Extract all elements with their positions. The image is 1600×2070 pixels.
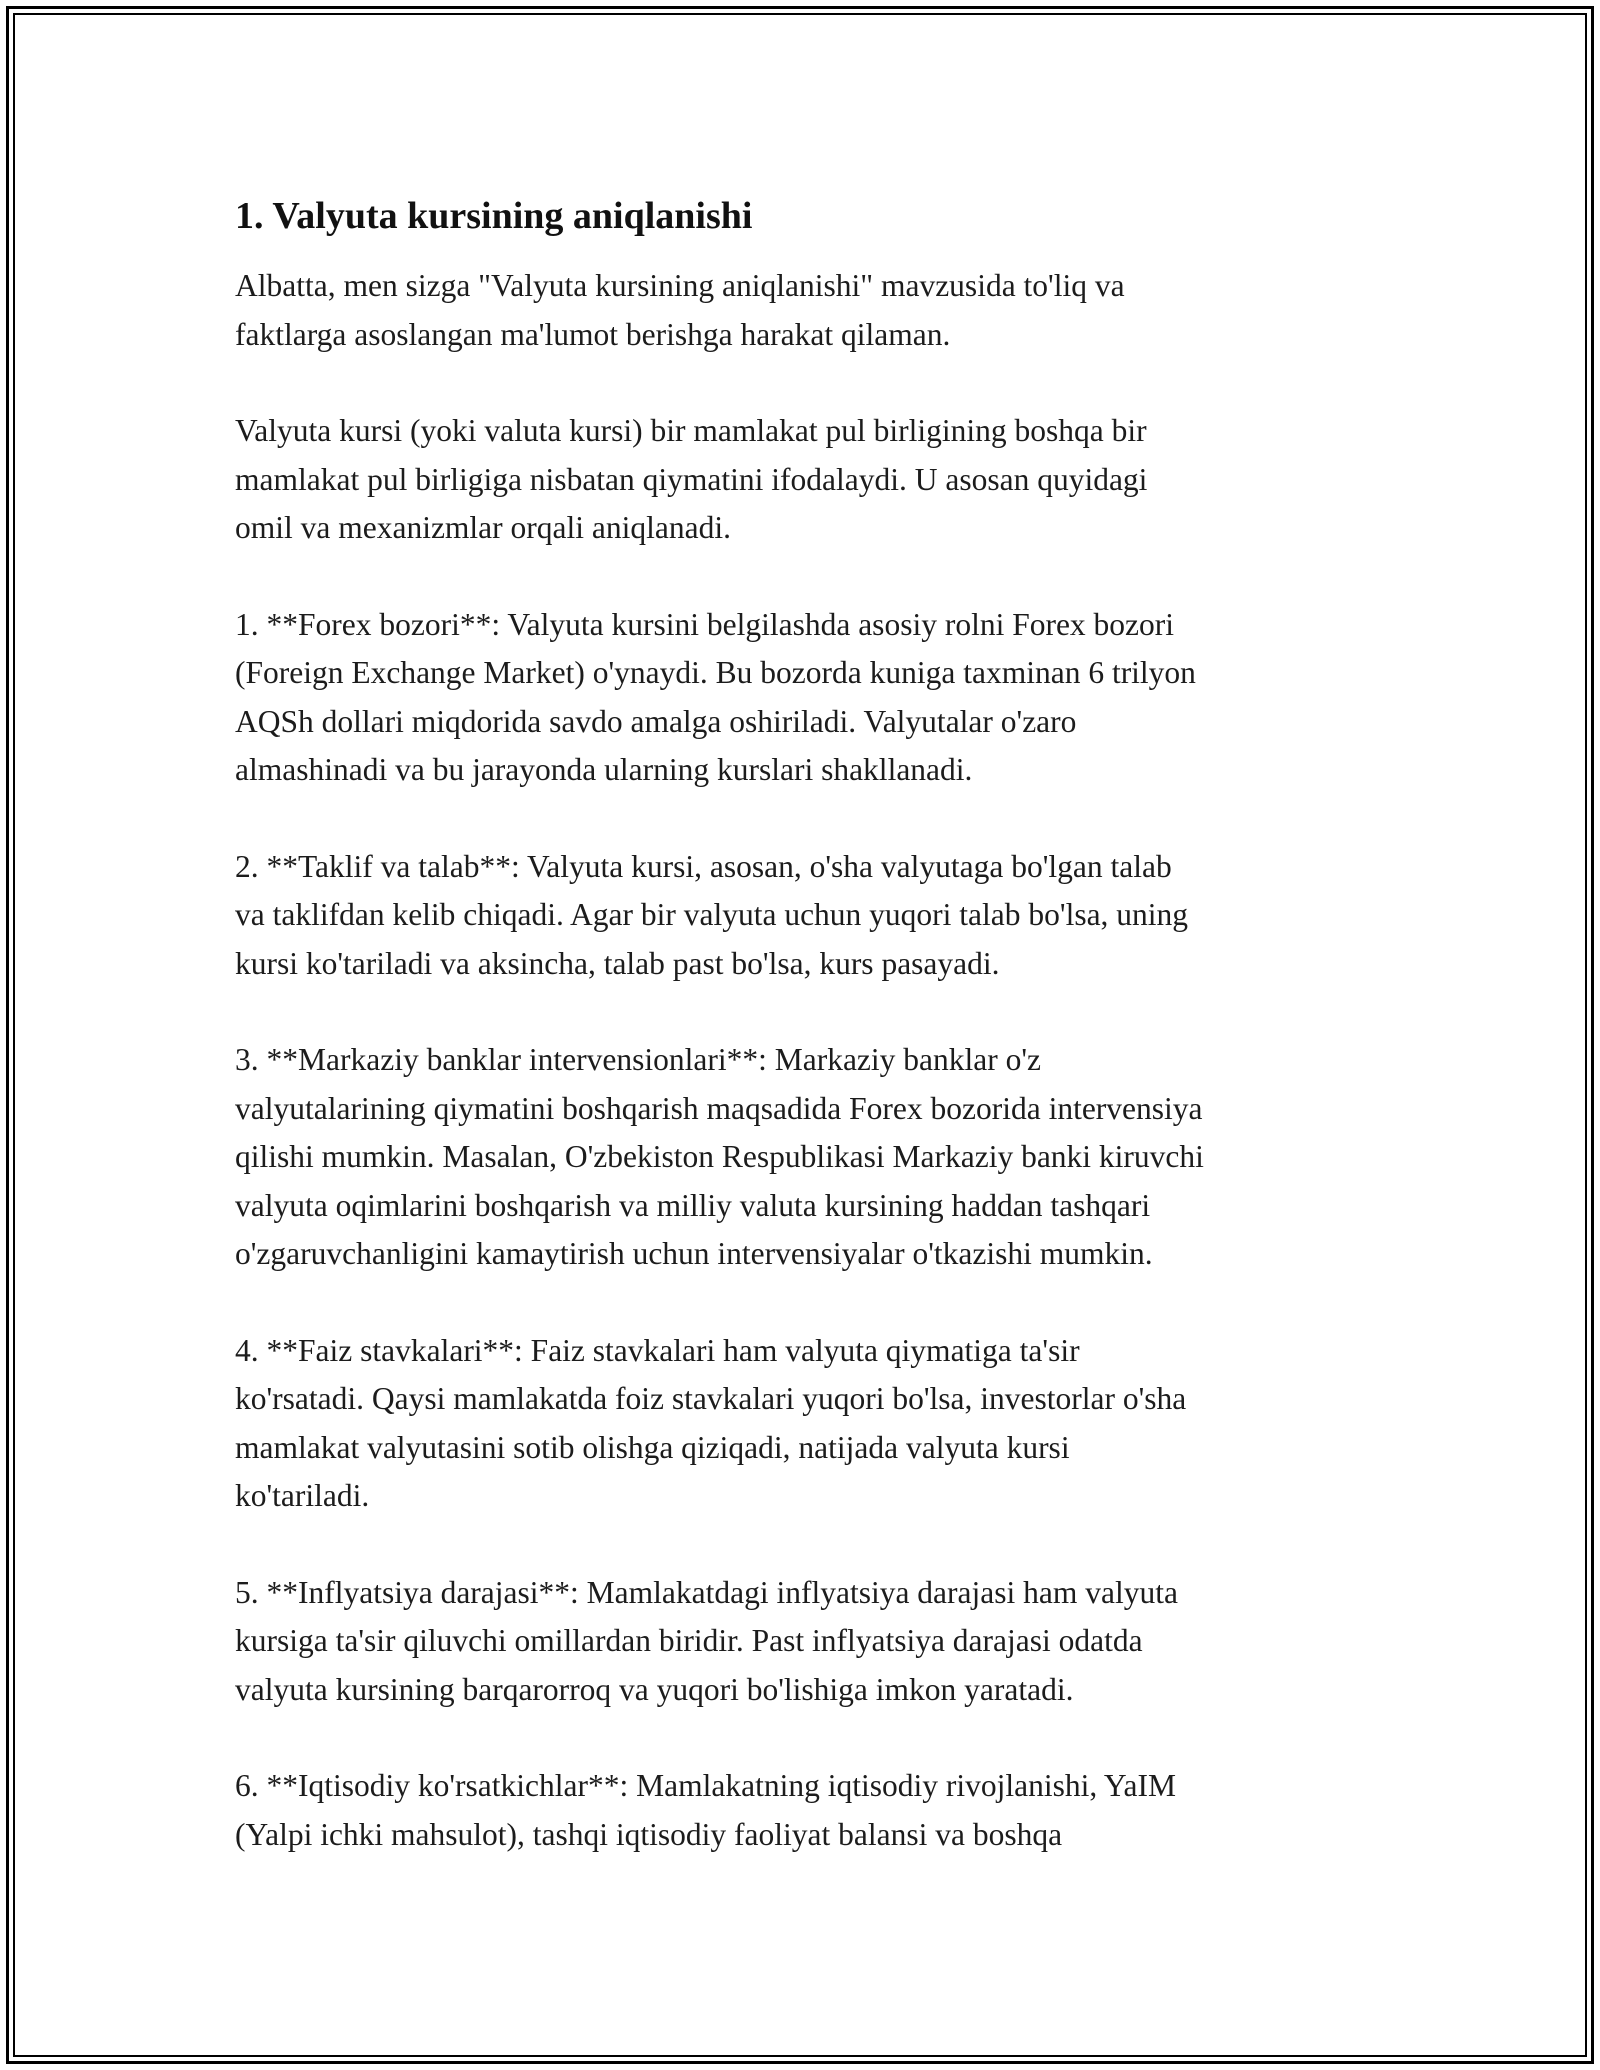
paragraph-definition xyxy=(235,407,1375,553)
text-line: 2. **Taklif va talab**: Valyuta kursi, asosan, o'sha valyutaga bo'lgan talab xyxy=(235,848,1172,884)
text-line: 5. **Inflyatsiya darajasi**: Mamlakatdagi inflyatsiya darajasi ham valyuta xyxy=(235,1574,1178,1610)
text-line: kursi ko'tariladi va aksincha, talab past bo'lsa, kurs pasayadi. xyxy=(235,945,1000,981)
paragraph-supply-demand xyxy=(235,843,1375,989)
text-line: 6. **Iqtisodiy ko'rsatkichlar**: Mamlakatning iqtisodiy rivojlanishi, YaIM xyxy=(235,1768,1176,1803)
text-line: AQSh dollari miqdorida savdo amalga oshiriladi. Valyutalar o'zaro xyxy=(235,703,1077,739)
text-line: valyuta kursining barqarorroq va yuqori bo'lishiga imkon yaratadi. xyxy=(235,1671,1074,1707)
text-line: ko'tariladi. xyxy=(235,1478,370,1513)
text-line: ko'rsatadi. Qaysi mamlakatda foiz stavkalari yuqori bo'lsa, investorlar o'sha xyxy=(235,1381,1187,1416)
text-line: 1. **Forex bozori**: Valyuta kursini belgilashda asosiy rolni Forex bozori xyxy=(235,606,1175,642)
text-line: almashinadi va bu jarayonda ularning kurslari shakllanadi. xyxy=(235,752,973,787)
text-line: 4. **Faiz stavkalari**: Faiz stavkalari ham valyuta qiymatiga ta'sir xyxy=(235,1332,1080,1368)
text-line: valyuta oqimlarini boshqarish va milliy valuta kursining haddan tashqari xyxy=(235,1187,1151,1223)
text-line: Albatta, men sizga "Valyuta kursining aniqlanishi" mavzusida to'liq va xyxy=(235,268,1125,303)
text-line: (Yalpi ichki mahsulot), tashqi iqtisodiy faoliyat balansi va boshqa xyxy=(235,1816,1063,1852)
text-line: o'zgaruvchanligini kamaytirish uchun intervensiyalar o'tkazishi mumkin. xyxy=(235,1236,1153,1271)
paragraph-forex-market xyxy=(235,601,1375,795)
paragraph-intro xyxy=(235,262,1375,359)
text-line: va taklifdan kelib chiqadi. Agar bir valyuta uchun yuqori talab bo'lsa, uning xyxy=(235,897,1189,932)
paragraph-central-bank xyxy=(235,1036,1375,1279)
text-line: kursiga ta'sir qiluvchi omillardan biridir. Past inflyatsiya darajasi odatda xyxy=(235,1623,1143,1658)
text-line: (Foreign Exchange Market) o'ynaydi. Bu bozorda kuniga taxminan 6 trilyon xyxy=(235,655,1196,690)
text-line: omil va mexanizmlar orqali aniqlanadi. xyxy=(235,510,731,545)
paragraph-economic-indicators xyxy=(235,1762,1375,1859)
text-line: 3. **Markaziy banklar intervensionlari**: Markaziy banklar o'z xyxy=(235,1042,1042,1077)
paragraph-interest-rates xyxy=(235,1327,1375,1521)
document-heading: 1. Valyuta kursining aniqlanishi xyxy=(235,195,753,237)
text-line: faktlarga asoslangan ma'lumot berishga harakat qilaman. xyxy=(235,316,951,352)
text-line: mamlakat pul birligiga nisbatan qiymatini ifodalaydi. U asosan quyidagi xyxy=(235,461,1148,497)
text-line: qilishi mumkin. Masalan, O'zbekiston Respublikasi Markaziy banki kiruvchi xyxy=(235,1139,1204,1174)
text-line: valyutalarining qiymatini boshqarish maqsadida Forex bozorida intervensiya xyxy=(235,1090,1203,1126)
document-body xyxy=(235,186,1375,1859)
text-line: Valyuta kursi (yoki valuta kursi) bir mamlakat pul birligining boshqa bir xyxy=(235,413,1147,448)
paragraph-inflation xyxy=(235,1569,1375,1715)
text-line: mamlakat valyutasini sotib olishga qiziqadi, natijada valyuta kursi xyxy=(235,1429,1070,1465)
